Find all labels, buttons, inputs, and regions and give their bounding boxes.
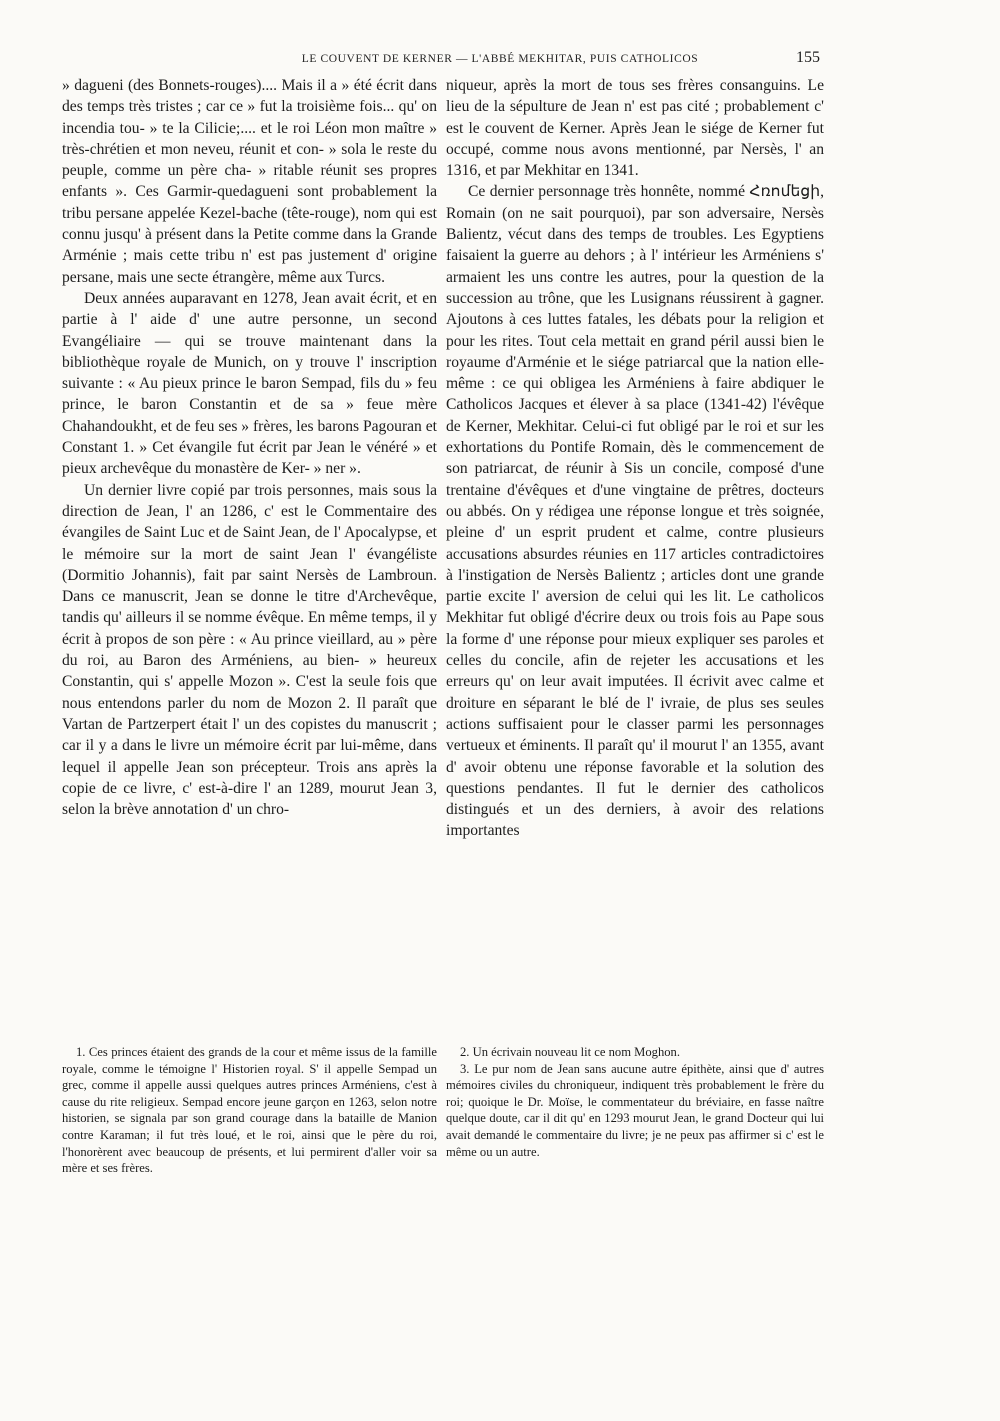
footnote-1: 1. Ces princes étaient des grands de la cour et même issus de la famille royale, comme le témoigne l' Historien royal. S' il appelle Sempad un grec, comme il appelle aussi quelques autres princes Arméniens, c'est à cause du rite religieux. Sempad encore jeune garçon en 1263, selon notre historien, se signala par son grand courage dans la bataille de Manion contre Karaman; il fut très loué, et le roi, ainsi que le père du roi, l'honorèrent avec beaucoup de présents, et lui permirent d'aller voir sa mère et ses frères. (62, 1045, 437, 1176)
running-title: LE COUVENT DE KERNER — L'ABBÉ MEKHITAR, PUIS CATHOLICOS (301, 53, 699, 65)
left-paragraph-3: Un dernier livre copié par trois personnes, mais sous la direction de Jean, l' an 1286, c' est le Commentaire des évangiles de Saint Luc et de Saint Jean, de l' Apocalypse, et le mémoire sur la mort de saint Jean l' évangéliste (Dormitio Johannis), fait par saint Nersès de Lambroun. Dans ce manuscrit, Jean se donne le titre d'Archevêque, tandis qu' ailleurs il se nomme évêque. En même temps, il y écrit à propos de son père : « Au prince vieillard, au » père du roi, au Baron des Arméniens, au bien- » heureux Constantin, qui s' appelle Mozon ». C'est la seule fois que nous entendons parler du nom de Mozon 2. Il paraît que Vartan de Partzerpert était l' un des copistes du manuscrit ; car il y a dans le livre un mémoire écrit par lui-même, dans lequel il appelle Jean son précepteur. Trois ans après la copie de ce livre, c' est-à-dire l' an 1289, mourut Jean 3, selon la brève annotation d' un chro- (62, 481, 437, 819)
footnote-3: 3. Le pur nom de Jean sans aucune autre épithète, ainsi que d' autres mémoires civiles du chroniqueur, indiquent très probablement le frère du roi; quoique le Dr. Moïse, le commentateur du bréviaire, en fasse naître quelque doute, car il dit qu' en 1293 mourut Jean, le grand Docteur qui lui avait demandé le commentaire du livre; je ne peux pas affirmer si c' est le même ou un autre. (446, 1061, 824, 1159)
footnote-2: 2. Un écrivain nouveau lit ce nom Moghon. (460, 1045, 680, 1059)
running-head (0, 49, 1000, 73)
right-paragraph-1: niqueur, après la mort de tous ses frères consanguins. Le lieu de la sépulture de Jean n' est pas cité ; probablement c' est le couvent de Kerner. Après Jean le siége de Kerner fut occupé, comme nous avons mentionné, par Nersès, l' an 1316, et par Mekhitar en 1341. (446, 77, 824, 180)
left-column (62, 75, 437, 820)
right-column (446, 75, 824, 842)
page-number: 155 (796, 49, 820, 66)
footnotes-right (446, 1044, 824, 1160)
left-paragraph-2: Deux années auparavant en 1278, Jean avait écrit, et en partie à l' aide d' une autre personne, un second Evangéliaire — qui se trouve maintenant dans la bibliothèque royale de Munich, on y trouve l' inscription suivante : « Au pieux prince le baron Sempad, fils du » feu prince, le baron Constantin et de sa » feue mère Chahandoukht, et de feu ses » frères, les barons Pagouran et Constant 1. » Cet évangile fut écrit par Jean le vénéré » et pieux archevêque du monastère de Ker- » ner ». (62, 289, 438, 478)
footnotes-left (62, 1044, 437, 1177)
right-paragraph-2: Ce dernier personnage très honnête, nommé Հռոմեցի, Romain (on ne sait pourquoi), par son adversaire, Nersès Balientz, vécut dans des temps de troubles. Les Egyptiens faisaient la guerre au dehors ; à l' intérieur les Arméniens s' armaient les uns contre les autres, pour la question de la succession au trône, que les Lusignans réussirent à gagner. Ajoutons à ces luttes fatales, les débats pour la religion et pour les rites. Tout cela mettait en grand péril aussi bien le royaume d'Arménie et le siége patriarcal que la nation elle-même : ce qui obligea les Arméniens à faire abdiquer le Catholicos Jacques et élever à sa place (1341-42) l'évêque de Kerner, Mekhitar. Celui-ci fut obligé par le roi et sur les exhortations du Pontife Romain, dès le commencement de son patriarcat, de réunir à Sis un concile, composé d'une trentaine d'évêques et d'une vingtaine de prêtres, docteurs ou abbés. On y rédigea une réponse longue et très soignée, pleine d' un esprit prudent et calme, contre plusieurs accusations absurdes réunies en 117 articles contradictoires à l'instigation de Nersès Balientz ; articles dont une grande partie excite l' aversion de celui qui les lit. Le catholicos Mekhitar fut obligé d'écrire deux ou trois fois au Pape sous la forme d' une réponse pour mieux expliquer ses paroles et celles du concile, afin de rejeter les accusations et les erreurs qu' on leur avait imputées. Il écrivit avec calme et droiture en séparant le blé de l' ivraie, de plus ses seules actions suffisaient pour le classer parmi les personnages vertueux et éminents. Il paraît qu' il mourut l' an 1355, avant d' avoir obtenu une réponse favorable et la solution des questions pendantes. Il fut le dernier des catholicos distingués et un des derniers, à avoir des relations importantes (446, 183, 824, 840)
left-paragraph-1: » dagueni (des Bonnets-rouges).... Mais il a » été écrit dans des temps très tristes ; car ce » fut la troisième fois... qu' on incendia tou- » te la Cilicie;.... et le roi Léon mon maître » très-chrétien et mon neveu, réunit et con- » sola le reste du peuple, comme un père cha- » ritable réunit ses propres enfants ». Ces Garmir-quedagueni sont probablement la tribu persane appelée Kezel-bache (tête-rouge), nom qui est connu jusqu' à présent dans la Petite comme dans la Grande Arménie ; mais cette tribu n' est pas justement d' origine persane, mais une secte étrangère, même aux Turcs. (62, 77, 437, 286)
